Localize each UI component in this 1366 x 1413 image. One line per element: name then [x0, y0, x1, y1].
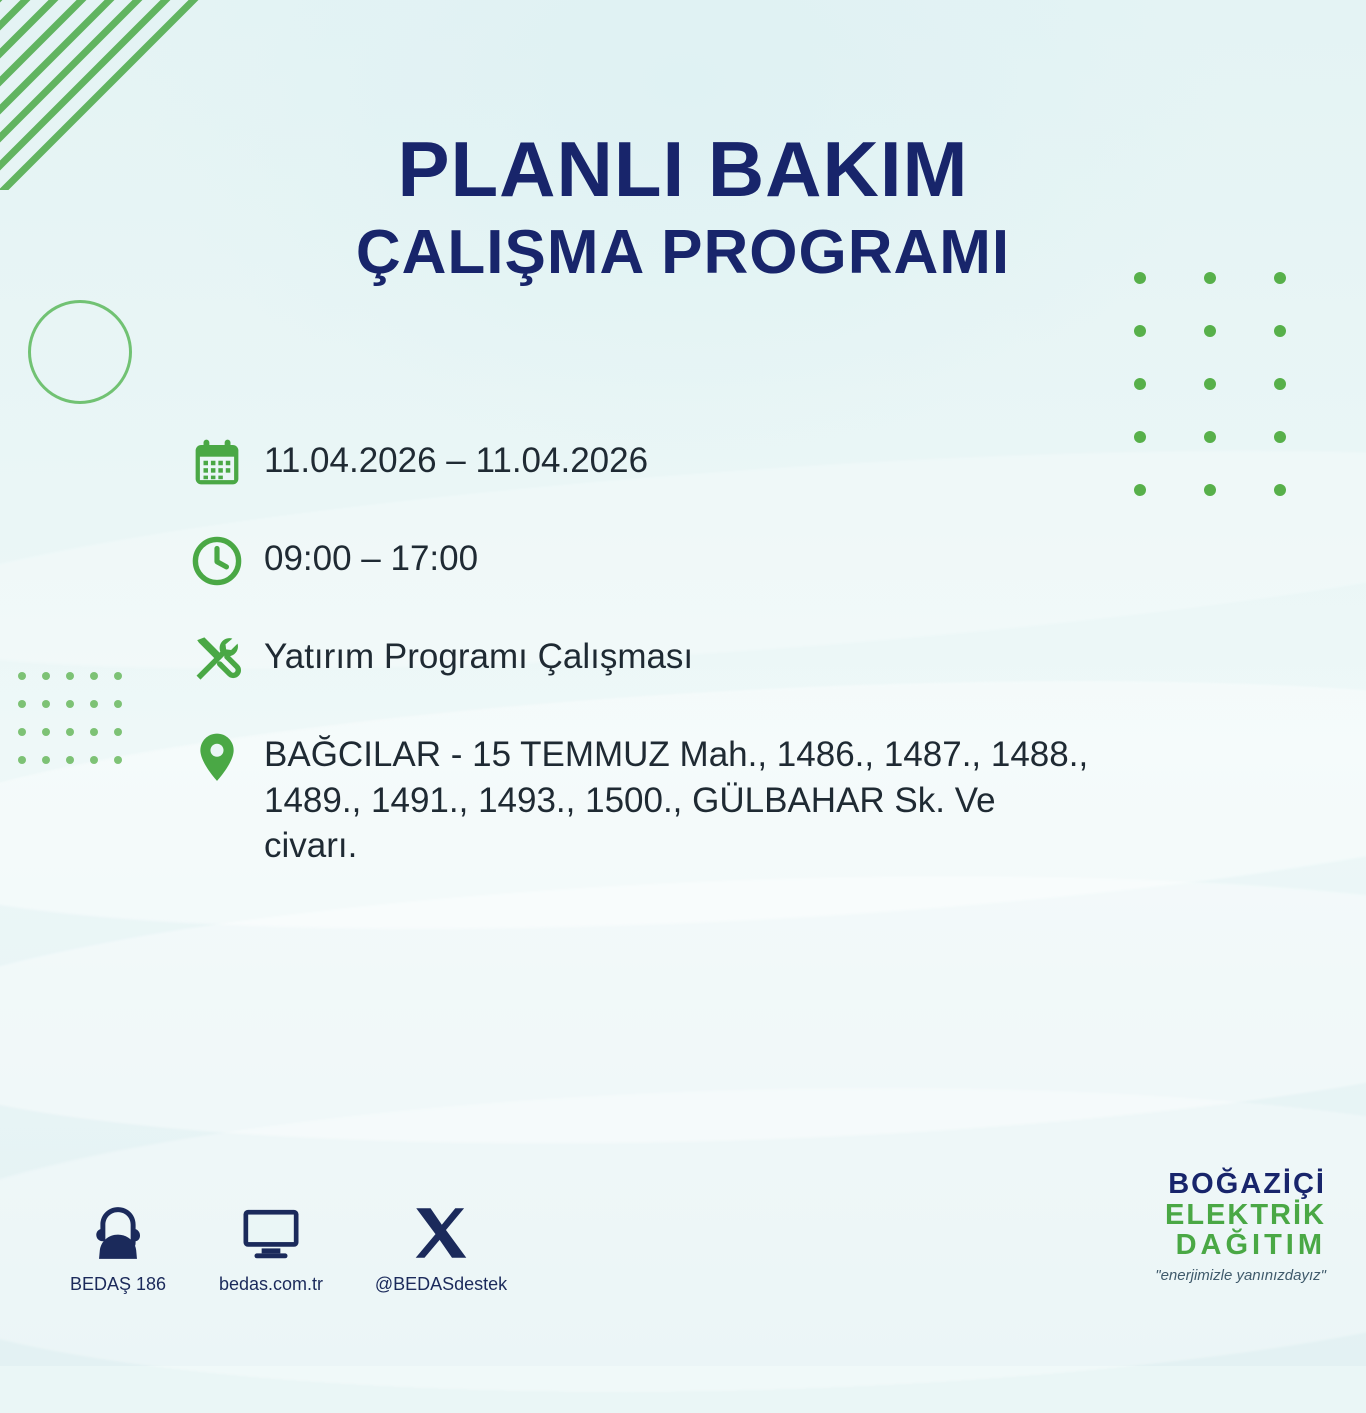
info-list	[190, 432, 1246, 869]
dot-grid-decoration-left	[18, 672, 138, 784]
page-title	[0, 125, 1366, 287]
contact-phone[interactable]	[58, 1200, 178, 1295]
brand-logo	[1155, 1169, 1326, 1284]
monitor-icon	[196, 1200, 346, 1266]
brand-line-2: ELEKTRİK	[1165, 1198, 1326, 1231]
x-social-icon	[356, 1200, 526, 1266]
contact-website[interactable]	[196, 1200, 346, 1295]
info-row-location	[190, 726, 1246, 869]
support-agent-icon	[58, 1200, 178, 1266]
contact-social[interactable]	[356, 1200, 526, 1295]
info-row-time	[190, 530, 1246, 592]
time-value: 09:00 – 17:00	[264, 539, 479, 578]
circle-decoration	[28, 300, 132, 404]
location-value: BAĞCILAR - 15 TEMMUZ Mah., 1486., 1487., 1488., 1489., 1491., 1493., 1500., GÜLBAHAR Sk. Ve civarı.	[264, 735, 1089, 865]
footer	[0, 1167, 1366, 1330]
contact-social-label: @BEDASdestek	[374, 1274, 508, 1294]
title-sub: ÇALIŞMA PROGRAMI	[355, 218, 1011, 287]
brand-line-3: DAĞITIM	[1175, 1229, 1326, 1262]
brand-slogan: "enerjimizle yanınızdayız"	[1155, 1267, 1326, 1285]
contact-phone-label: BEDAŞ 186	[69, 1274, 167, 1294]
calendar-icon	[190, 432, 264, 494]
info-row-work	[190, 628, 1246, 690]
info-row-date	[190, 432, 1246, 494]
date-value: 11.04.2026 – 11.04.2026	[264, 441, 649, 480]
work-value: Yatırım Programı Çalışması	[264, 637, 694, 676]
clock-icon	[190, 530, 264, 592]
contact-website-label: bedas.com.tr	[218, 1274, 324, 1294]
tools-icon	[190, 628, 264, 690]
map-pin-icon	[190, 726, 264, 788]
brand-line-1: BOĞAZİÇİ	[1168, 1167, 1326, 1200]
title-main: PLANLI BAKIM	[397, 125, 969, 213]
